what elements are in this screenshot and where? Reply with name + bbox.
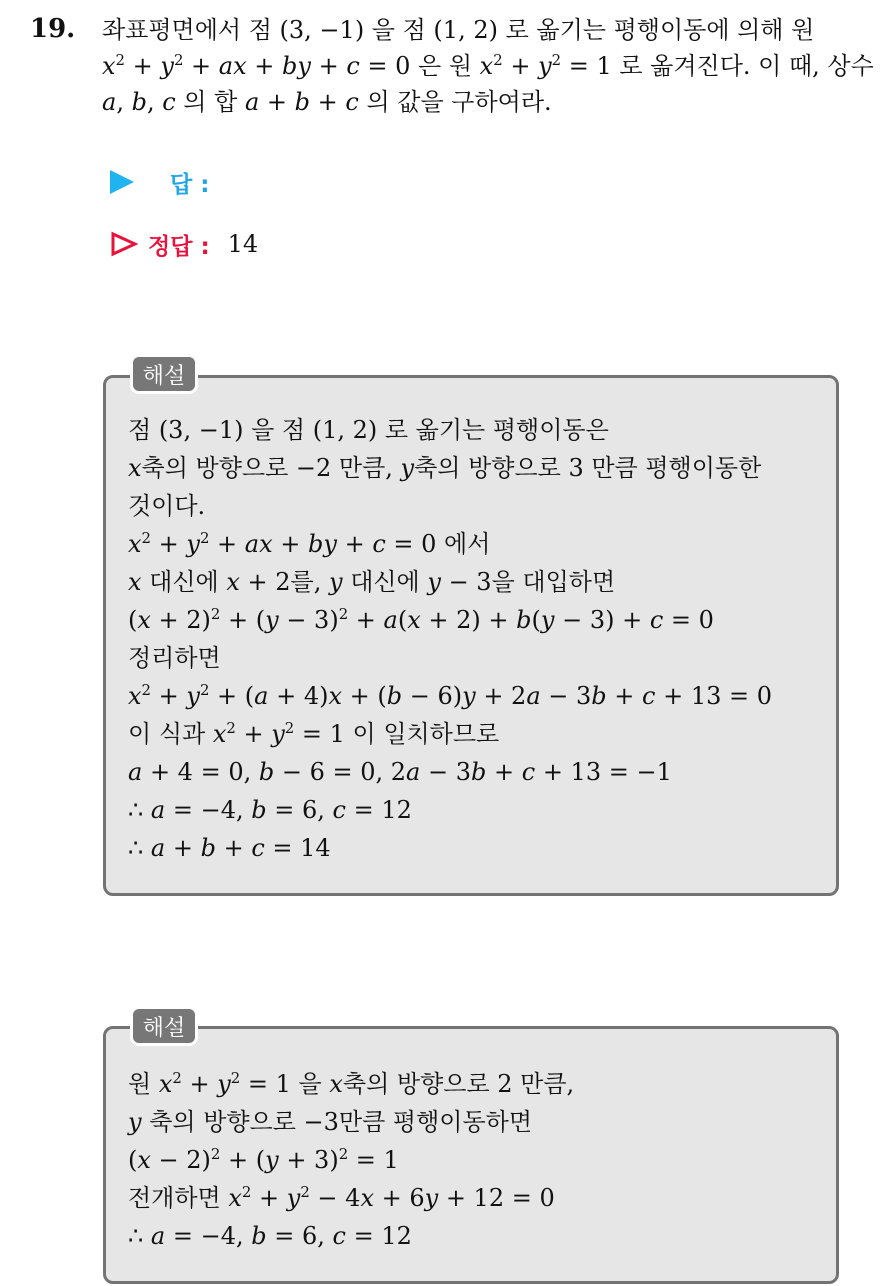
exponent: 2	[199, 681, 210, 699]
math-variable: by	[308, 530, 337, 558]
text-segment: 전개하면	[128, 1184, 229, 1212]
question-line	[102, 12, 862, 48]
math-variable: c	[642, 682, 656, 710]
math-variable: a	[244, 88, 260, 116]
explanation-line	[128, 449, 772, 487]
math-variable: a	[150, 834, 166, 862]
exponent: 2	[141, 529, 152, 547]
math-variable: c	[332, 1222, 346, 1250]
text-segment: + 4)	[268, 682, 329, 710]
math-variable: y	[427, 568, 441, 596]
explanation-line	[128, 1179, 574, 1217]
math-variable: y	[400, 454, 415, 482]
text-segment: +	[272, 530, 309, 558]
text-segment: + 4 = 0,	[142, 758, 259, 786]
text-segment: − 3	[540, 682, 592, 710]
text-segment: +	[348, 606, 384, 634]
text-segment: +	[183, 52, 219, 80]
text-segment: 대신에	[342, 568, 428, 596]
text-segment: 정리하면	[128, 644, 221, 672]
text-segment: + (	[220, 606, 266, 634]
correct-answer-value: 14	[227, 230, 259, 258]
text-segment: (	[128, 1146, 138, 1174]
text-segment: + (	[209, 682, 255, 710]
text-segment: = 0	[663, 606, 714, 634]
math-variable: y	[462, 682, 476, 710]
math-variable: a	[254, 682, 269, 710]
text-segment: 이 식과	[128, 720, 213, 748]
math-variable: a	[406, 758, 421, 786]
math-variable: b	[131, 88, 147, 116]
text-segment: = 1 을	[240, 1070, 330, 1098]
exponent: 2	[173, 51, 184, 69]
explanation-tag: 해설	[130, 1006, 198, 1046]
text-segment: (	[128, 606, 138, 634]
text-segment: +	[336, 530, 373, 558]
math-variable: y	[265, 1146, 279, 1174]
math-variable: b	[294, 88, 310, 116]
explanation-line	[128, 563, 772, 601]
text-segment: − 3) +	[554, 606, 650, 634]
math-variable: c	[521, 758, 536, 786]
math-variable: x	[128, 682, 142, 710]
math-variable: c	[332, 796, 346, 824]
text-segment: 점 (3, −1) 을 점 (1, 2) 로 옮기는 평행이동은	[128, 416, 609, 444]
text-segment: + 2	[475, 682, 527, 710]
math-variable: a	[150, 796, 166, 824]
text-segment: +	[310, 88, 346, 116]
text-segment: + 2) +	[420, 606, 517, 634]
exponent: 2	[226, 719, 236, 737]
explanation-line	[128, 753, 772, 791]
math-variable: a	[102, 88, 117, 116]
math-variable: c	[346, 52, 360, 80]
math-variable: x	[102, 52, 116, 80]
correct-answer-label: 정답 :	[148, 233, 210, 260]
text-segment: 대신에	[141, 568, 227, 596]
math-variable: b	[251, 1222, 267, 1250]
math-variable: a	[150, 1222, 166, 1250]
text-segment: + 2를,	[239, 568, 329, 596]
text-segment: 좌표평면에서 점 (3, −1) 을 점 (1, 2) 로 옮기는 평행이동에 의해 원	[102, 16, 815, 44]
text-segment: + 6	[373, 1184, 425, 1212]
text-segment: − 4	[309, 1184, 361, 1212]
math-variable: x	[158, 1070, 173, 1098]
text-segment: = 0 에서	[385, 530, 491, 558]
exponent: 2	[551, 51, 562, 69]
exponent: 2	[300, 1183, 310, 1201]
text-segment: ,	[116, 88, 132, 116]
text-segment: +	[251, 1184, 287, 1212]
math-variable: x	[479, 52, 494, 80]
math-variable: y	[265, 606, 279, 634]
text-segment: +	[209, 530, 245, 558]
math-variable: b	[200, 834, 216, 862]
text-segment: +	[151, 530, 187, 558]
math-variable: y	[540, 606, 555, 634]
text-segment: = −4,	[165, 796, 252, 824]
math-variable: x	[137, 1146, 151, 1174]
math-variable: x	[329, 1070, 343, 1098]
explanation-line	[128, 715, 772, 753]
text-segment: = −4,	[165, 1222, 252, 1250]
exponent: 2	[241, 1183, 252, 1201]
explanation-line	[128, 601, 772, 639]
math-variable: a	[526, 682, 541, 710]
math-variable: b	[516, 606, 532, 634]
exponent: 2	[230, 1069, 241, 1087]
text-segment: +	[235, 720, 272, 748]
exponent: 2	[210, 1145, 221, 1163]
text-segment: − 3	[420, 758, 471, 786]
question-number: 19.	[30, 14, 76, 44]
exponent: 2	[210, 605, 221, 623]
text-segment: = 12	[345, 796, 412, 824]
math-variable: c	[251, 834, 265, 862]
text-segment: = 6,	[266, 1222, 333, 1250]
math-variable: b	[258, 758, 275, 786]
math-variable: b	[251, 796, 267, 824]
outline-play-icon	[110, 231, 138, 257]
text-segment: = 14	[264, 834, 331, 862]
text-segment: + 13 = 0	[655, 682, 773, 710]
explanation-line	[128, 639, 772, 677]
text-segment: +	[259, 88, 295, 116]
math-variable: y	[538, 52, 552, 80]
text-segment: ∴	[128, 1222, 151, 1250]
correct-answer-row	[110, 226, 258, 262]
text-segment: +	[246, 52, 283, 80]
math-variable: x	[407, 606, 421, 634]
text-segment: 의 합	[175, 88, 245, 116]
math-variable: y	[128, 1108, 142, 1136]
text-segment: 축의 방향으로 3 만큼 평행이동한	[414, 454, 762, 482]
explanation-line	[128, 1103, 574, 1141]
text-segment: = 6,	[266, 796, 333, 824]
text-segment: +	[502, 52, 539, 80]
explanation-line	[128, 677, 772, 715]
text-segment: 의 값을 구하여라.	[358, 88, 552, 116]
math-variable: x	[137, 606, 151, 634]
text-segment: = 0 은 원	[359, 52, 480, 80]
math-variable: x	[128, 568, 142, 596]
math-variable: x	[128, 530, 142, 558]
text-segment: 축의 방향으로 2 만큼,	[342, 1070, 575, 1098]
math-variable: x	[212, 720, 227, 748]
explanation-line	[128, 829, 772, 867]
exponent: 2	[172, 1069, 182, 1087]
math-variable: c	[649, 606, 664, 634]
text-segment: − 6)	[402, 682, 463, 710]
math-variable: y	[160, 52, 174, 80]
math-variable: y	[217, 1070, 231, 1098]
text-segment: = 12	[345, 1222, 412, 1250]
play-icon	[110, 170, 134, 194]
text-segment: = 1 이 일치하므로	[294, 720, 500, 748]
exponent: 2	[141, 681, 152, 699]
text-segment: +	[151, 682, 187, 710]
text-segment: = 1	[348, 1146, 399, 1174]
text-segment: +	[606, 682, 643, 710]
text-segment: − 6 = 0, 2	[274, 758, 407, 786]
math-variable: c	[162, 88, 176, 116]
text-segment: 축의 방향으로 −2 만큼,	[141, 454, 401, 482]
text-segment: +	[181, 1070, 218, 1098]
explanation-tag: 해설	[130, 354, 198, 394]
text-segment: +	[165, 834, 201, 862]
exponent: 2	[284, 719, 295, 737]
question-line	[102, 48, 874, 84]
explanation-line	[128, 525, 772, 563]
text-segment: 것이다.	[128, 492, 206, 520]
text-segment: ,	[146, 88, 163, 116]
explanation-line	[128, 411, 772, 449]
math-variable: x	[128, 454, 142, 482]
text-segment: − 3)	[278, 606, 339, 634]
question-line	[102, 84, 862, 120]
answer-row	[110, 164, 209, 200]
math-variable: b	[470, 758, 487, 786]
math-variable: b	[591, 682, 607, 710]
question-text	[102, 12, 874, 120]
math-variable: x	[228, 1184, 242, 1212]
text-segment: 축의 방향으로 −3만큼 평행이동하면	[141, 1108, 533, 1136]
text-segment: + 2)	[150, 606, 211, 634]
text-segment: ∴	[128, 834, 151, 862]
math-variable: y	[271, 720, 285, 748]
math-variable: x	[226, 568, 240, 596]
math-variable: y	[186, 530, 200, 558]
text-segment: + 12 = 0	[438, 1184, 555, 1212]
text-segment: − 3을 대입하면	[440, 568, 616, 596]
explanation-box	[103, 375, 839, 896]
text-segment: +	[125, 52, 161, 80]
explanation-line	[128, 791, 772, 829]
text-segment: (	[531, 606, 541, 634]
math-variable: c	[372, 530, 386, 558]
text-segment: − 2)	[150, 1146, 211, 1174]
text-segment: = 1 로 옮겨진다. 이 때, 상수	[561, 52, 874, 80]
math-variable: a	[383, 606, 398, 634]
text-segment: + (	[342, 682, 387, 710]
explanation-line	[128, 1217, 574, 1255]
exponent: 2	[115, 51, 126, 69]
text-segment: ∴	[128, 796, 151, 824]
text-segment: + 3)	[278, 1146, 339, 1174]
math-variable: y	[424, 1184, 439, 1212]
explanation-line	[128, 487, 772, 525]
math-variable: x	[360, 1184, 374, 1212]
math-variable: by	[282, 52, 311, 80]
text-segment: + (	[220, 1146, 266, 1174]
exponent: 2	[493, 51, 503, 69]
text-segment: +	[486, 758, 522, 786]
exponent: 2	[338, 1145, 349, 1163]
math-variable: y	[286, 1184, 301, 1212]
text-segment: (	[397, 606, 408, 634]
explanation-content	[128, 411, 772, 867]
text-segment: + 13 = −1	[535, 758, 672, 786]
math-variable: x	[328, 682, 343, 710]
math-variable: ax	[244, 530, 273, 558]
answer-label: 답 :	[170, 171, 210, 198]
explanation-box	[103, 1026, 839, 1284]
exponent: 2	[199, 529, 210, 547]
math-variable: b	[386, 682, 403, 710]
text-segment: +	[310, 52, 347, 80]
math-variable: a	[128, 758, 143, 786]
math-variable: ax	[218, 52, 247, 80]
explanation-line	[128, 1141, 574, 1179]
text-segment: +	[215, 834, 252, 862]
explanation-line	[128, 1065, 574, 1103]
math-variable: c	[345, 88, 359, 116]
math-variable: y	[329, 568, 343, 596]
text-segment: 원	[128, 1070, 159, 1098]
math-variable: y	[186, 682, 200, 710]
explanation-content	[128, 1065, 574, 1255]
exponent: 2	[338, 605, 349, 623]
